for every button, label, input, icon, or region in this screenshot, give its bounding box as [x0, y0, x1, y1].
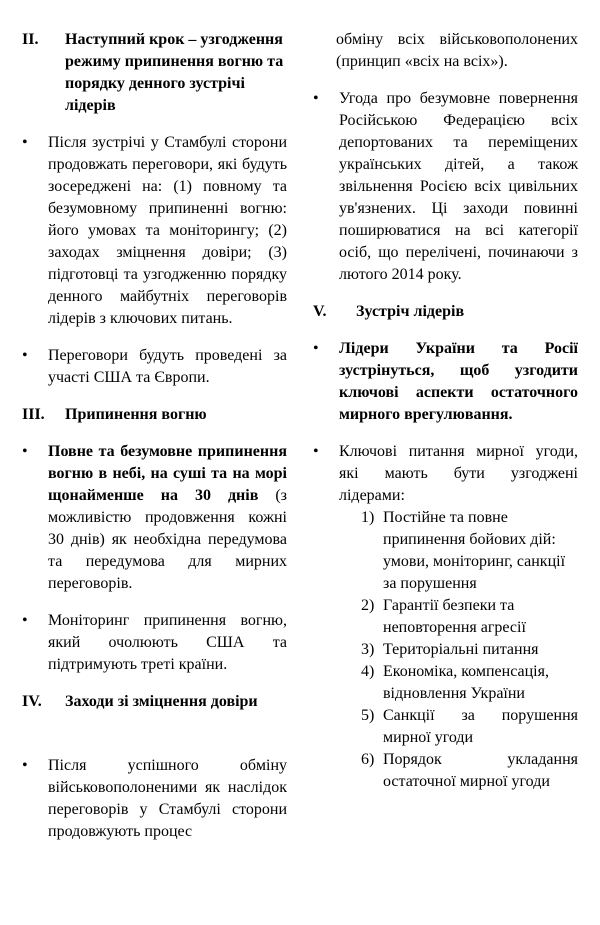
bullet-icon: • — [22, 134, 28, 151]
item-text: Територіальні питання — [383, 641, 539, 658]
bullet-text — [48, 610, 287, 676]
bullet-text — [339, 88, 578, 286]
section-heading — [313, 301, 578, 323]
bullet-item — [22, 610, 287, 676]
section-heading — [22, 404, 287, 426]
section-numeral: III. — [22, 406, 45, 423]
item-text: Гарантії безпеки та неповторення агресії — [383, 597, 526, 636]
bullet-icon: • — [22, 443, 28, 460]
item-text: Порядок укладання остаточної мирної угоди — [383, 751, 578, 790]
bullet-icon: • — [313, 90, 319, 107]
bullet-item — [22, 345, 287, 389]
numbered-list — [339, 507, 578, 793]
item-number: 1) — [361, 509, 375, 526]
text-run: Угода про безумовне повернення Російською Федерацією всіх депортованих та переміщених українських дітей, а також звільнення Росією всіх цивільних ув'язнених. Ці заходи повинні поширюватися на всі категорії осіб, що перелічені, починаючи з лютого 2014 року. — [339, 90, 578, 283]
bullet-text — [339, 441, 578, 793]
section-heading — [22, 29, 287, 117]
text-run: Повне та безумовне припинення вогню в небі, на суші та на морі щонайменше на 30 днів — [48, 443, 287, 504]
text-run: Ключові питання мирної угоди, які мають бути узгоджені лідерами: — [339, 443, 578, 504]
section-numeral: V. — [313, 303, 327, 320]
text-run: Після зустрічі у Стамбулі сторони продовжать переговори, які будуть зосереджені на: (1) повному та безумовному припиненні вогню: його умовах та моніторингу; (2) заходах зміцнення довіри; (3) підготовці та узгодженню порядку денного майбутніх переговорів лідерів з ключових питань. — [48, 134, 287, 327]
bullet-text — [48, 755, 287, 843]
bullet-text — [48, 441, 287, 595]
item-number: 4) — [361, 663, 375, 680]
numbered-item — [361, 639, 578, 661]
continuation-paragraph: обміну всіх військовополонених (принцип «всіх на всіх»). — [336, 31, 578, 70]
item-text: Постійне та повне припинення бойових дій: умови, моніторинг, санкції за порушення — [383, 509, 566, 592]
column-left — [22, 29, 287, 905]
text-run: Лідери України та Росії зустрінуться, щоб узгодити ключові аспекти остаточного мирного врегулювання. — [339, 340, 578, 423]
bullet-text — [339, 338, 578, 426]
bullet-icon: • — [313, 443, 319, 460]
bullet-icon: • — [22, 612, 28, 629]
section-title: Припинення вогню — [65, 406, 207, 423]
numbered-item — [361, 749, 578, 793]
bullet-icon: • — [22, 757, 28, 774]
section-numeral: II. — [22, 31, 39, 48]
bullet-item — [313, 88, 578, 286]
text-run: Переговори будуть проведені за участі США та Європи. — [48, 347, 287, 386]
section-title: Наступний крок – узгодження режиму припинення вогню та порядку денного зустрічі лідерів — [65, 31, 284, 114]
section-numeral: IV. — [22, 693, 42, 710]
item-number: 2) — [361, 597, 375, 614]
item-number: 5) — [361, 707, 375, 724]
item-number: 3) — [361, 641, 375, 658]
numbered-item — [361, 705, 578, 749]
section-title: Зустріч лідерів — [356, 303, 465, 320]
bullet-text — [48, 345, 287, 389]
text-run: Після успішного обміну військовополоненими як наслідок переговорів у Стамбулі сторони продовжують процес — [48, 757, 287, 840]
numbered-item — [361, 595, 578, 639]
section-title: Заходи зі зміцнення довіри — [65, 693, 258, 710]
numbered-item — [361, 507, 578, 595]
item-text: Санкції за порушення мирної угоди — [383, 707, 578, 746]
item-number: 6) — [361, 751, 375, 768]
bullet-icon: • — [313, 340, 319, 357]
numbered-item — [361, 661, 578, 705]
bullet-item — [22, 441, 287, 595]
text-run: Моніторинг припинення вогню, який очолюють США та підтримують треті країни. — [48, 612, 287, 673]
section-heading — [22, 691, 287, 713]
bullet-item — [313, 338, 578, 426]
bullet-item — [313, 441, 578, 793]
bullet-icon: • — [22, 347, 28, 364]
bullet-text — [48, 132, 287, 330]
column-right — [313, 29, 578, 905]
bullet-item — [22, 132, 287, 330]
item-text: Економіка, компенсація, відновлення України — [383, 663, 549, 702]
bullet-item — [22, 755, 287, 843]
text-run: (з можливістю продовження кожні 30 днів) як необхідна передумова та передумова для мирних переговорів. — [48, 487, 287, 592]
